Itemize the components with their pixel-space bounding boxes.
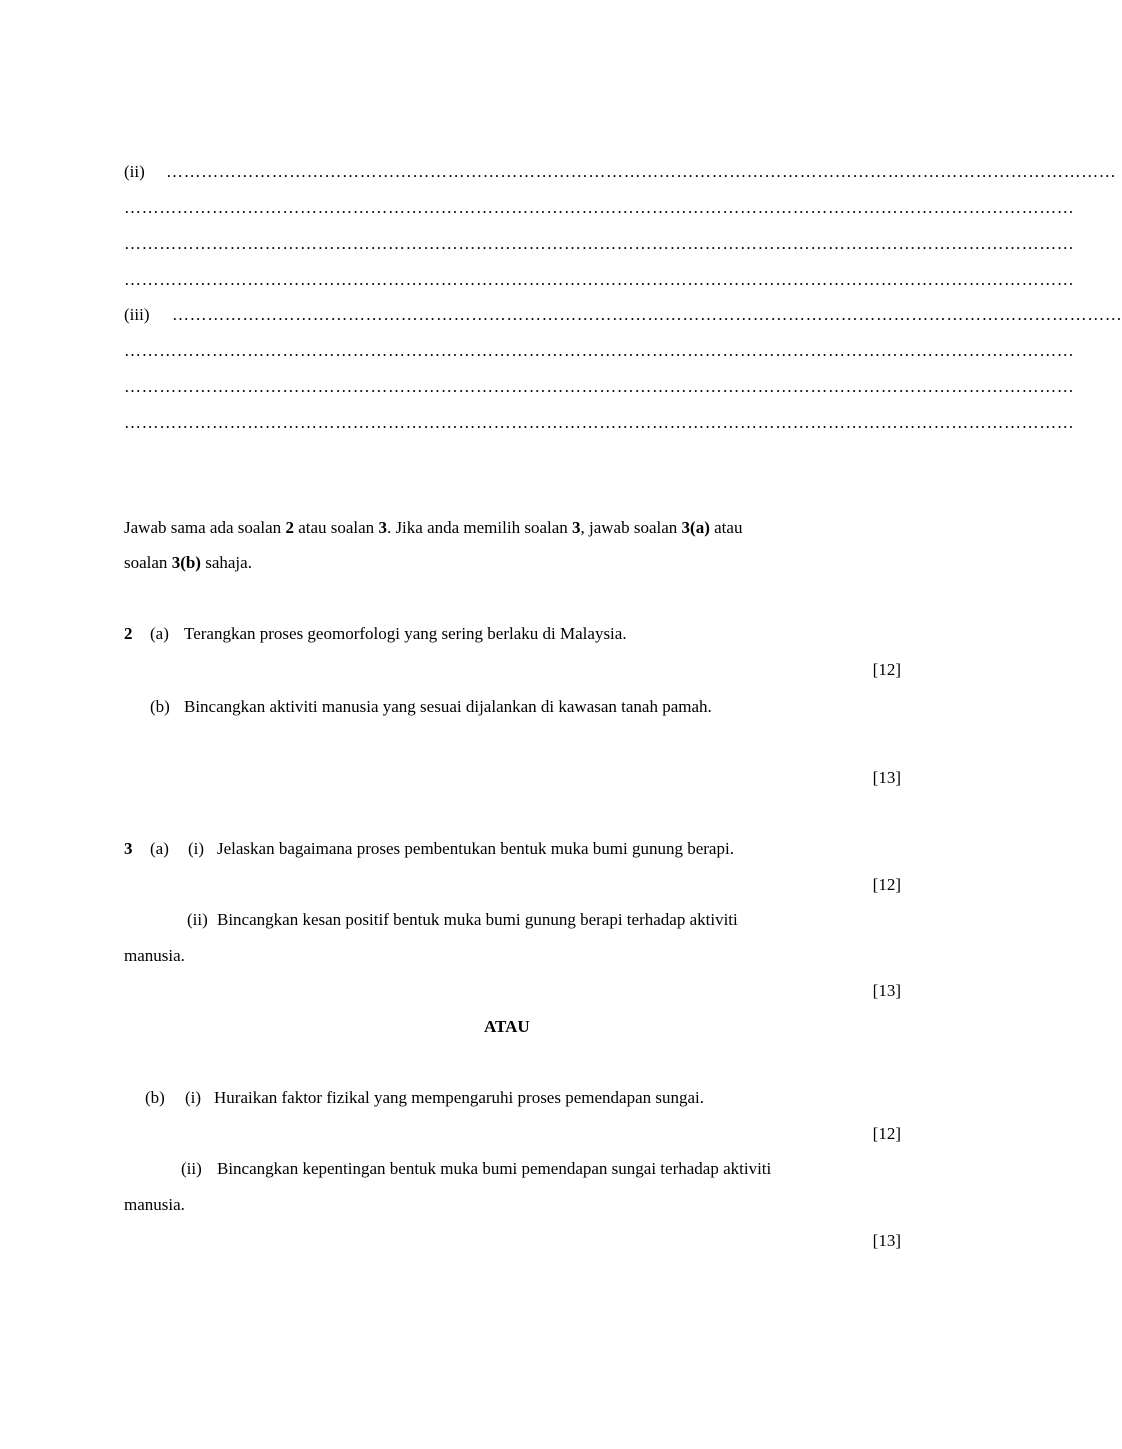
question-text-cont: manusia.: [124, 1195, 185, 1214]
dotted-line: ………………………………………………………………………………………………………………………………………………: [124, 234, 1075, 253]
question-text: Bincangkan aktiviti manusia yang sesuai dijalankan di kawasan tanah pamah.: [184, 697, 712, 716]
dotted-line: ………………………………………………………………………………………………………………………………………………: [124, 198, 1075, 217]
marks: [12]: [872, 875, 901, 894]
question-text-cont: manusia.: [124, 946, 185, 965]
subpart-label: (ii): [181, 1159, 202, 1178]
dotted-line: ………………………………………………………………………………………………………………………………………………: [124, 341, 1075, 360]
question-number: 2: [124, 624, 133, 643]
question-text: Huraikan faktor fizikal yang mempengaruhi proses pemendapan sungai.: [214, 1088, 705, 1107]
marks: [12]: [872, 1124, 901, 1143]
label-ii: (ii): [124, 162, 145, 181]
instruction-line-2: soalan 3(b) sahaja.: [124, 553, 252, 572]
or-heading: ATAU: [484, 1017, 530, 1036]
marks: [12]: [872, 660, 901, 679]
subpart-label: (i): [188, 839, 205, 858]
marks: [13]: [872, 1231, 901, 1250]
label-iii: (iii): [124, 305, 150, 324]
part-label: (a): [150, 624, 169, 643]
dotted-line: ………………………………………………………………………………………………………………………………………………: [124, 413, 1075, 432]
question-number: 3: [124, 839, 133, 858]
marks: [13]: [872, 768, 901, 787]
question-text: Jelaskan bagaimana proses pembentukan bentuk muka bumi gunung berapi.: [217, 839, 734, 858]
dotted-line: ………………………………………………………………………………………………………………………………………………: [124, 270, 1075, 289]
dotted-line: ………………………………………………………………………………………………………………………………………………: [166, 162, 1117, 181]
question-text: Terangkan proses geomorfologi yang sering berlaku di Malaysia.: [184, 624, 627, 643]
question-text: Bincangkan kesan positif bentuk muka bumi gunung berapi terhadap aktiviti: [217, 910, 738, 929]
dotted-line: ………………………………………………………………………………………………………………………………………………: [124, 377, 1075, 396]
marks: [13]: [872, 981, 901, 1000]
part-label: (b): [145, 1088, 165, 1107]
subpart-label: (i): [185, 1088, 202, 1107]
question-text: Bincangkan kepentingan bentuk muka bumi pemendapan sungai terhadap aktiviti: [217, 1159, 772, 1178]
instruction-line-1: Jawab sama ada soalan 2 atau soalan 3. Jika anda memilih soalan 3, jawab soalan 3(a) atau: [124, 518, 743, 537]
subpart-label: (ii): [187, 910, 208, 929]
part-label: (a): [150, 839, 169, 858]
part-label: (b): [150, 697, 170, 716]
dotted-line: ………………………………………………………………………………………………………………………………………………: [172, 305, 1122, 324]
